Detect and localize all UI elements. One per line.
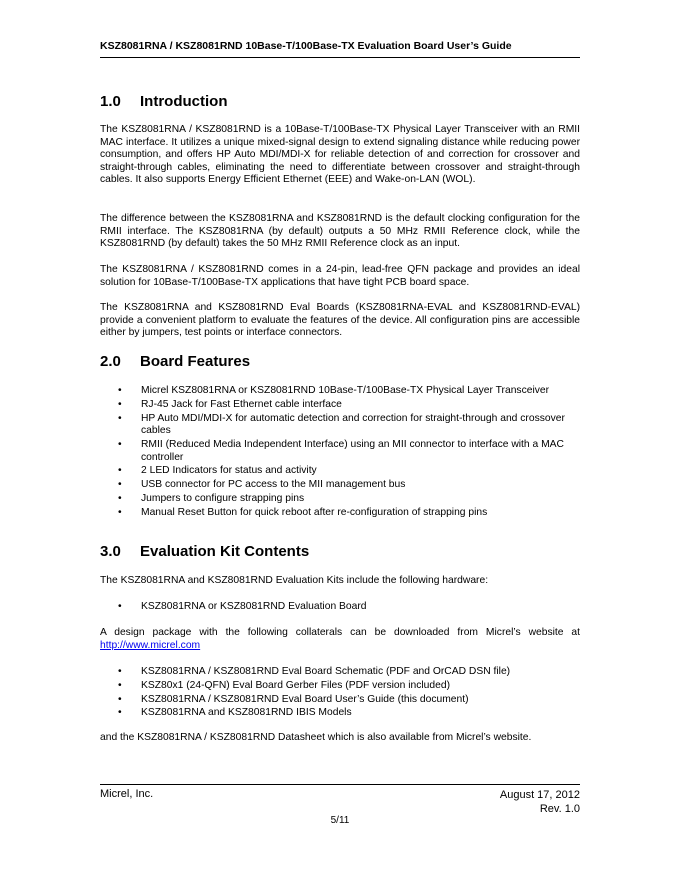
- list-item: • KSZ8081RNA or KSZ8081RND Evaluation Board: [100, 601, 580, 614]
- list-item: • KSZ8081RNA and KSZ8081RND IBIS Models: [100, 707, 580, 720]
- download-paragraph: A design package with the following collaterals can be downloaded from Micrel’s website at http://www.micrel.com: [100, 627, 580, 651]
- list-item: • 2 LED Indicators for status and activity: [100, 465, 580, 478]
- list-item: • KSZ80x1 (24-QFN) Eval Board Gerber Files (PDF version included): [100, 680, 580, 693]
- intro-paragraph-3: The KSZ8081RNA / KSZ8081RND comes in a 24-pin, lead-free QFN package and provides an ideal solution for 10Base-T/100Base-TX applications that have tight PCB board space.: [100, 264, 580, 288]
- intro-paragraph-2: The difference between the KSZ8081RNA and KSZ8081RND is the default clocking configuration for the RMII interface. The KSZ8081RNA (by default) outputs a 50 MHz RMII Reference clock, while the KSZ8081RND (by default) takes the 50 MHz RMII Reference clock as an input.: [100, 213, 580, 250]
- intro-paragraph-1: The KSZ8081RNA / KSZ8081RND is a 10Base-T/100Base-TX Physical Layer Transceiver with an RMII MAC interface. It utilizes a unique mixed-signal design to extend signaling distance while reducing power consumption, and offers HP Auto MDI/MDI-X for reliable detection of and correction for crossover and straight-through cables, eliminating the need to differentiate between crossover and straight-through cables. It also supports Energy Efficient Ethernet (EEE) and Wake-on-LAN (WOL).: [100, 124, 580, 186]
- footer-divider: [100, 784, 580, 785]
- list-item: • RJ-45 Jack for Fast Ethernet cable interface: [100, 399, 580, 412]
- list-item: • Micrel KSZ8081RNA or KSZ8081RND 10Base-T/100Base-TX Physical Layer Transceiver: [100, 385, 580, 398]
- list-item: • KSZ8081RNA / KSZ8081RND Eval Board Schematic (PDF and OrCAD DSN file): [100, 666, 580, 679]
- list-item: • USB connector for PC access to the MII management bus: [100, 479, 580, 492]
- footer-revision: Rev. 1.0: [539, 803, 580, 815]
- list-item: • KSZ8081RNA / KSZ8081RND Eval Board User’s Guide (this document): [100, 694, 580, 707]
- footer-date-revision: [500, 788, 580, 816]
- list-item: • HP Auto MDI/MDI-X for automatic detection and correction for straight-through and crossover cables: [100, 413, 580, 438]
- footer-date: August 17, 2012: [499, 789, 580, 801]
- kit-intro-text: The KSZ8081RNA and KSZ8081RND Evaluation Kits include the following hardware:: [100, 575, 489, 586]
- page-number: 5/11: [330, 815, 350, 826]
- closing-text: and the KSZ8081RNA / KSZ8081RND Datasheet which is also available from Micrel’s website.: [100, 732, 532, 743]
- intro-paragraph-4: The KSZ8081RNA and KSZ8081RND Eval Boards (KSZ8081RNA-EVAL and KSZ8081RND-EVAL) provide a convenient platform to evaluate the features of the device. All configuration pins are accessible either by jumpers, test points or interface connectors.: [100, 302, 580, 339]
- list-item: • RMII (Reduced Media Independent Interface) using an MII connector to interface with a MAC controller: [100, 439, 580, 464]
- running-header: KSZ8081RNA / KSZ8081RND 10Base-T/100Base-TX Evaluation Board User’s Guide: [100, 40, 580, 58]
- section-heading-kit-contents: 3.0 Evaluation Kit Contents: [100, 543, 310, 560]
- list-item: • Jumpers to configure strapping pins: [100, 493, 580, 506]
- list-item: • Manual Reset Button for quick reboot after re-configuration of strapping pins: [100, 507, 580, 520]
- hardware-list: [100, 601, 580, 615]
- section-heading-board-features: 2.0 Board Features: [100, 353, 251, 370]
- collaterals-list: [100, 666, 580, 721]
- micrel-website-link[interactable]: http://www.micrel.com: [100, 639, 201, 651]
- footer-company: Micrel, Inc.: [100, 788, 154, 800]
- board-features-list: [100, 385, 580, 520]
- section-heading-introduction: 1.0 Introduction: [100, 93, 228, 110]
